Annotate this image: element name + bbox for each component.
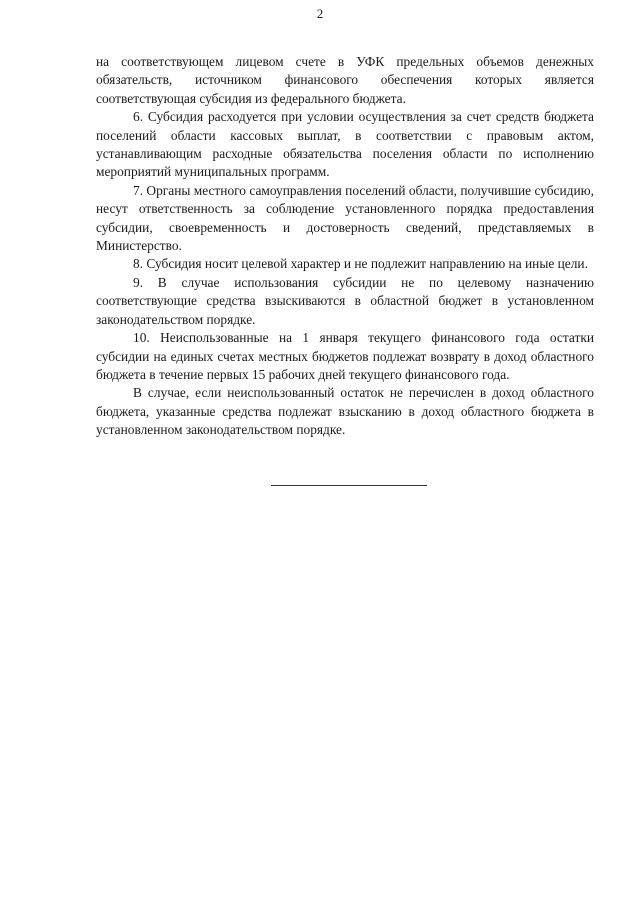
paragraph-item-7: 7. Органы местного самоуправления поселений области, получившие субсидию, несут ответственность за соблюдение установленного порядка предоставления субсидии, своевременность и достоверность сведений, представляемых в Министерство.: [96, 182, 594, 254]
paragraph-item-9: 9. В случае использования субсидии не по целевому назначению соответствующие средства взыскиваются в областной бюджет в установленном законодательством порядке.: [96, 274, 594, 327]
document-body: [96, 53, 594, 440]
paragraph-continuation: на соответствующем лицевом счете в УФК предельных объемов денежных обязательств, источником финансового обеспечения которых является соответствующая субсидия из федерального бюджета.: [96, 54, 594, 106]
paragraph-item-10-continuation: В случае, если неиспользованный остаток не перечислен в доход областного бюджета, указанные средства подлежат взысканию в доход областного бюджета в установленном законодательством порядке.: [96, 385, 594, 438]
paragraph-item-6: 6. Субсидия расходуется при условии осуществления за счет средств бюджета поселений области кассовых выплат, в соответствии с правовым актом, устанавливающим расходные обязательства поселения области по исполнению мероприятий муниципальных программ.: [96, 109, 594, 180]
paragraph-item-10: 10. Неиспользованные на 1 января текущего финансового года остатки субсидии на единых счетах местных бюджетов подлежат возврату в доход областного бюджета в течение первых 15 рабочих дней текущего финансового года.: [96, 330, 594, 382]
paragraph-item-8: 8. Субсидия носит целевой характер и не подлежит направлению на иные цели.: [133, 256, 588, 272]
page-number: 2: [316, 6, 324, 21]
end-divider-line: [271, 485, 427, 486]
